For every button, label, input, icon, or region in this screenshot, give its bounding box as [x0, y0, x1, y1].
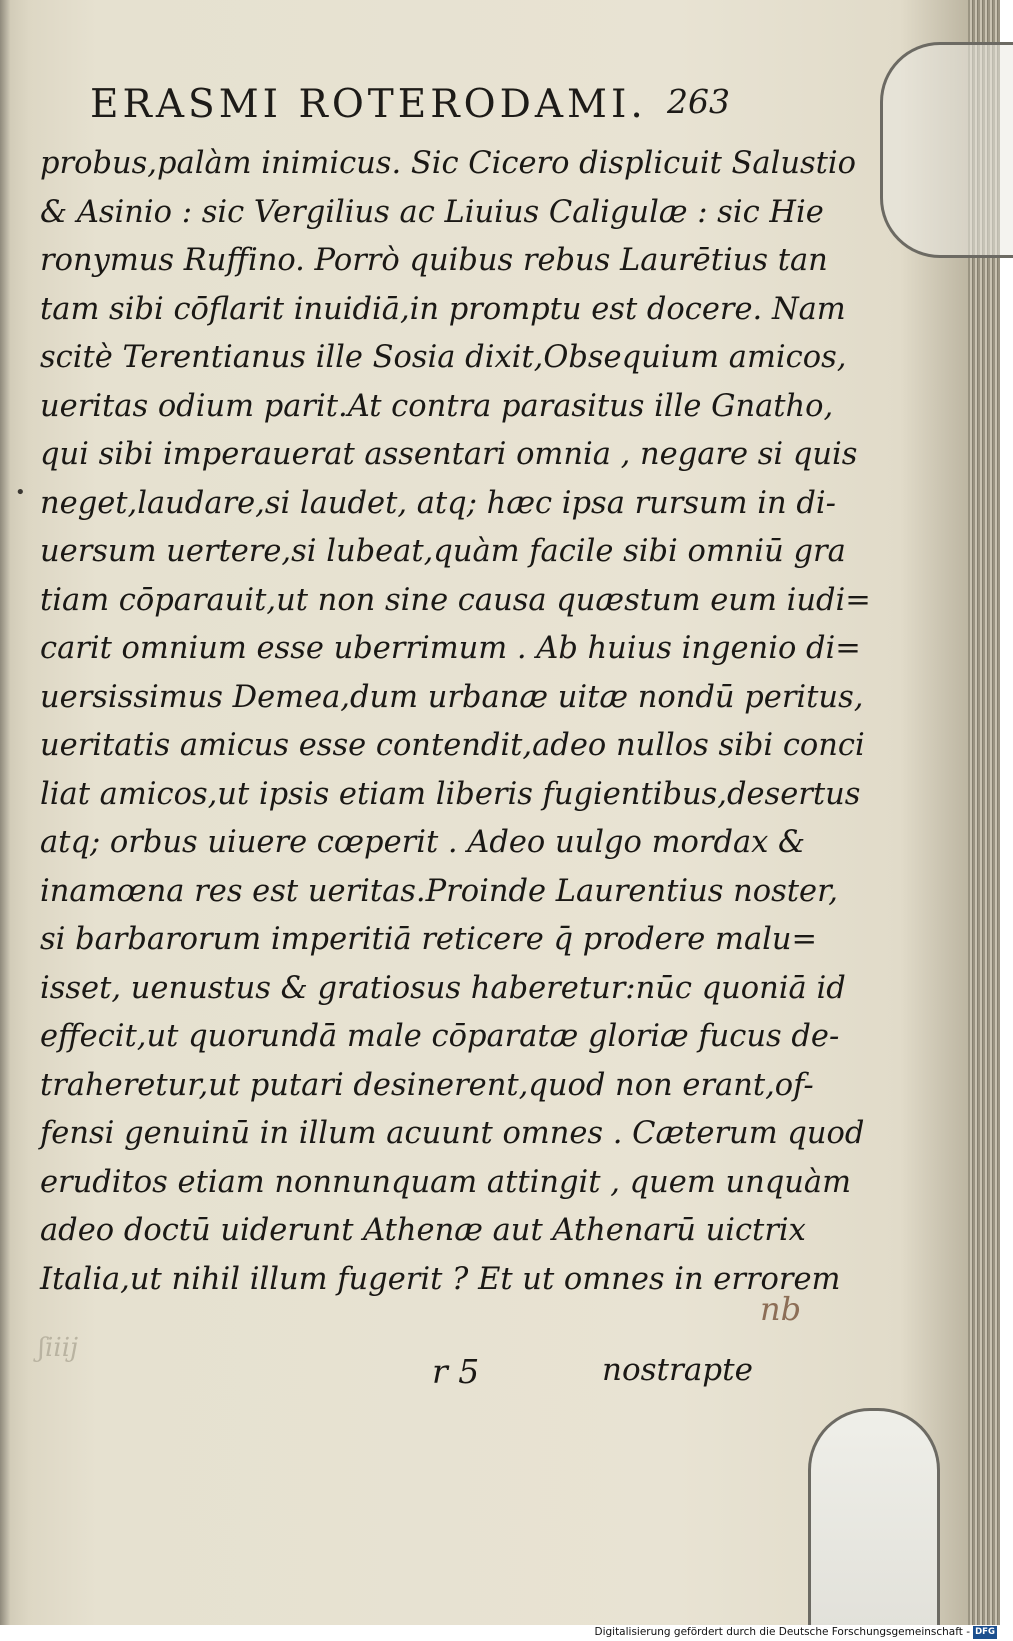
catchword: nostrapte — [602, 1352, 753, 1388]
book-clip-top — [880, 42, 1013, 258]
text-line: si barbarorum imperitiā reticere q̄ prodere malu= — [40, 922, 818, 957]
text-line: traheretur,ut putari desinerent,quod non erant,of- — [40, 1067, 814, 1103]
text-line: ueritatis amicus esse contendit,adeo nullos sibi conci — [40, 728, 865, 763]
body-text — [40, 140, 871, 1304]
book-clip-bottom — [808, 1408, 940, 1628]
footer-bar — [0, 1625, 1000, 1641]
text-line: fensi genuinū in illum acuunt omnes . Cæterum quod — [40, 1116, 865, 1151]
text-line: carit omnium esse uberrimum . Ab huius ingenio di= — [40, 631, 861, 666]
show-through-bleed-mark: ʃiiij — [38, 1333, 79, 1363]
text-line: ueritas odium parit.At contra parasitus ille Gnatho, — [40, 388, 834, 424]
text-line: ronymus Ruffino. Porrò quibus rebus Laurētius tan — [40, 243, 828, 278]
text-line: effecit,ut quorundā male cōparatæ gloriæ fucus de- — [40, 1019, 840, 1054]
text-line: inamœna res est ueritas.Proinde Laurentius noster, — [40, 873, 839, 909]
text-line: tiam cōparauit,ut non sine causa quæstum eum iudi= — [40, 582, 871, 618]
text-line: tam sibi cōflarit inuidiā,in promptu est docere. Nam — [40, 291, 846, 327]
dfg-logo: DFG — [973, 1626, 997, 1639]
text-line: neget,laudare,si laudet, atq; hæc ipsa rursum in di- — [40, 485, 836, 521]
handwritten-marginal-note: nb — [760, 1290, 802, 1328]
text-line: & Asinio : sic Vergilius ac Liuius Caligulæ : sic Hie — [40, 194, 824, 230]
text-line: adeo doctū uiderunt Athenæ aut Athenarū uictrix — [40, 1213, 806, 1248]
text-line: isset, uenustus & gratiosus haberetur:nūc quoniā id — [40, 970, 846, 1006]
text-line: liat amicos,ut ipsis etiam liberis fugientibus,desertus — [40, 776, 861, 812]
text-line: uersum uertere,si lubeat,quàm facile sibi omniū gra — [40, 534, 846, 569]
page-number: 263 — [667, 82, 730, 121]
running-head: ERASMI ROTERODAMI. — [90, 82, 647, 127]
text-line: eruditos etiam nonnunquam attingit , quem unquàm — [40, 1164, 852, 1200]
margin-dot-mark: • — [15, 482, 26, 503]
text-line: qui sibi imperauerat assentari omnia , negare si quis — [40, 437, 858, 472]
text-line: atq; orbus uiuere cœperit . Adeo uulgo mordax & — [40, 825, 806, 860]
signature-mark: r 5 — [432, 1352, 480, 1391]
text-line: probus,palàm inimicus. Sic Cicero displicuit Salustio — [40, 146, 857, 181]
text-line: scitè Terentianus ille Sosia dixit,Obsequium amicos, — [40, 340, 847, 375]
page-header — [90, 82, 730, 134]
text-line: uersissimus Demea,dum urbanæ uitæ nondū peritus, — [40, 679, 864, 715]
text-line: Italia,ut nihil illum fugerit ? Et ut omnes in errorem — [40, 1261, 841, 1297]
funding-note: Digitalisierung gefördert durch die Deutsche Forschungsgemeinschaft - — [594, 1626, 970, 1638]
gutter-shadow — [0, 0, 10, 1625]
